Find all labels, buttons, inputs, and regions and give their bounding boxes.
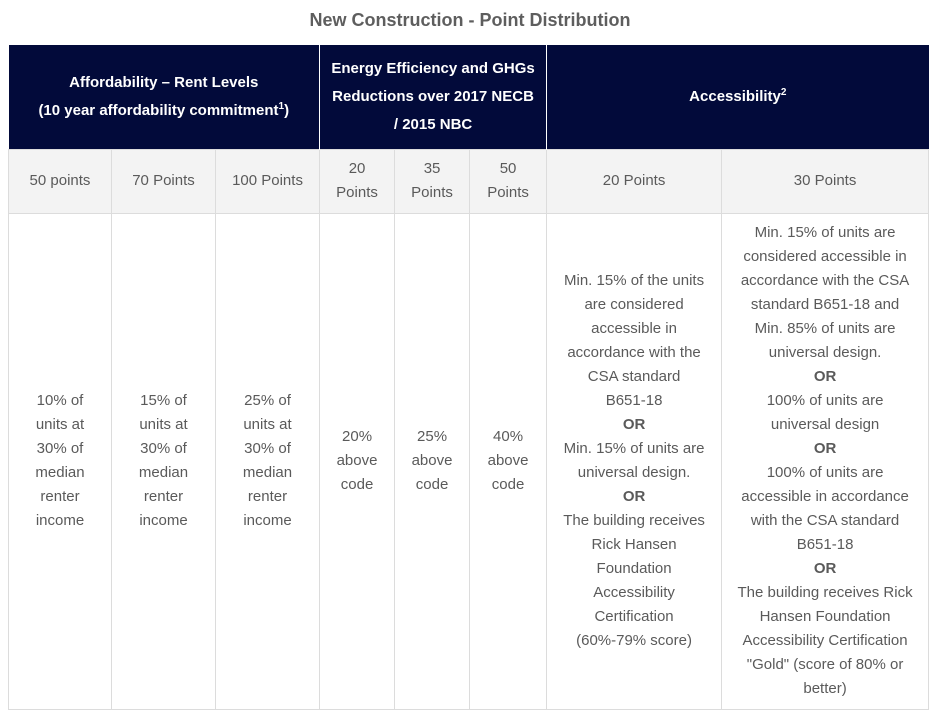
or-separator: OR xyxy=(813,560,837,577)
cell-text-line: (60%-79% score) xyxy=(576,632,692,649)
cell-text-line: accordance with the CSA xyxy=(740,272,910,289)
cell-text-line: 10% of xyxy=(36,392,84,409)
cell-text-line: Points xyxy=(336,184,378,201)
cell-text-line: 35 xyxy=(423,160,441,177)
cell-text-line: with the CSA standard xyxy=(750,512,900,529)
cell-text-line: B651-18 xyxy=(796,536,854,553)
or-separator: OR xyxy=(813,440,837,457)
cell-text-line: 30% of xyxy=(36,440,84,457)
cell-text-line: renter xyxy=(40,488,80,505)
cell-text-line: universal design xyxy=(770,416,880,433)
cell-text-line: Min. 15% of units are xyxy=(563,440,705,457)
cell-text-line: 50 points xyxy=(29,172,91,189)
criteria-cell-2 xyxy=(112,213,216,709)
cell-text-line: Accessibility xyxy=(593,584,675,601)
cell-text-line: CSA standard xyxy=(587,368,681,385)
cell-text-line: renter xyxy=(247,488,288,505)
or-separator: OR xyxy=(622,416,646,433)
affordability-header-line2 xyxy=(15,97,314,125)
cell-text-line: Foundation xyxy=(596,560,672,577)
cell-text-line: Min. 15% of units are xyxy=(754,224,896,241)
cell-text-line: units at xyxy=(139,416,188,433)
points-cell-6 xyxy=(470,149,547,213)
affordability-header-line1: Affordability – Rent Levels xyxy=(69,73,259,91)
accessibility-header xyxy=(547,45,929,149)
cell-text-line: Points xyxy=(411,184,453,201)
cell-text-line: considered accessible in xyxy=(743,248,907,265)
points-cell-2 xyxy=(112,149,216,213)
cell-text-line: code xyxy=(491,476,525,493)
cell-text-line: Rick Hansen xyxy=(591,536,677,553)
cell-text-line: 30 Points xyxy=(793,172,857,189)
page-title: New Construction - Point Distribution xyxy=(309,10,631,30)
cell-text-line: universal design. xyxy=(768,344,882,361)
cell-text-line: 100 Points xyxy=(232,172,303,189)
or-separator: OR xyxy=(813,368,837,385)
cell-text-line: Min. 15% of the units xyxy=(564,272,705,289)
cell-text-line: 20 xyxy=(348,160,366,177)
criteria-cell-3 xyxy=(216,213,320,709)
cell-text-line: B651-18 xyxy=(605,392,663,409)
cell-text-line: 20 Points xyxy=(602,172,666,189)
cell-text-line: "Gold" (score of 80% or xyxy=(746,656,904,673)
cell-text-line: 15% of xyxy=(140,392,187,409)
cell-text-line: 100% of units are xyxy=(766,464,884,481)
points-cell-8 xyxy=(722,149,929,213)
cell-text-line: above xyxy=(487,452,529,469)
cell-text-line: accordance with the xyxy=(567,344,701,361)
cell-text-line: 100% of units are xyxy=(766,392,884,409)
energy-header-line1: Energy Efficiency and GHGs xyxy=(331,59,535,77)
footnote-1: 1 xyxy=(278,100,285,112)
criteria-cell-1 xyxy=(9,213,112,709)
cell-text-line: median xyxy=(35,464,85,481)
cell-text-line: Certification xyxy=(594,608,674,625)
cell-text-line: standard B651-18 and xyxy=(750,296,900,313)
points-row xyxy=(9,149,929,213)
cell-text-line: Hansen Foundation xyxy=(759,608,891,625)
cell-text-line: 70 Points xyxy=(132,172,195,189)
cell-text-line: 20% xyxy=(342,428,373,445)
cell-text-line: The building receives Rick xyxy=(737,584,913,601)
points-cell-1 xyxy=(9,149,112,213)
points-cell-7 xyxy=(547,149,722,213)
or-separator: OR xyxy=(622,488,646,505)
points-cell-5 xyxy=(395,149,470,213)
energy-header xyxy=(320,45,547,149)
criteria-cell-4 xyxy=(320,213,395,709)
cell-text-line: accessible in accordance xyxy=(741,488,909,505)
energy-header-line3: / 2015 NBC xyxy=(393,115,473,133)
cell-text-line: units at xyxy=(243,416,292,433)
cell-text-line: median xyxy=(242,464,293,481)
criteria-row xyxy=(9,213,929,709)
point-distribution-table xyxy=(8,45,929,710)
criteria-cell-8 xyxy=(722,213,929,709)
cell-text-line: 25% of xyxy=(244,392,291,409)
cell-text-line: income xyxy=(243,512,292,529)
header-row xyxy=(9,45,929,149)
cell-text-line: income xyxy=(35,512,85,529)
cell-text-line: 25% xyxy=(417,428,448,445)
accessibility-header-label: Accessibility xyxy=(689,87,781,105)
criteria-cell-6 xyxy=(470,213,547,709)
cell-text-line: Points xyxy=(487,184,529,201)
points-cell-4 xyxy=(320,149,395,213)
cell-text-line: units at xyxy=(35,416,85,433)
affordability-header xyxy=(9,45,320,149)
criteria-cell-5 xyxy=(395,213,470,709)
cell-text-line: above xyxy=(336,452,378,469)
footnote-2: 2 xyxy=(780,86,787,98)
cell-text-line: 50 xyxy=(499,160,517,177)
affordability-header-close: ) xyxy=(284,101,290,119)
cell-text-line: universal design. xyxy=(577,464,691,481)
cell-text-line: above xyxy=(411,452,453,469)
cell-text-line: Accessibility Certification xyxy=(742,632,908,649)
cell-text-line: 30% of xyxy=(140,440,187,457)
cell-text-line: The building receives xyxy=(563,512,705,529)
cell-text-line: median xyxy=(138,464,189,481)
cell-text-line: accessible in xyxy=(591,320,677,337)
points-cell-3 xyxy=(216,149,320,213)
cell-text-line: are considered xyxy=(584,296,684,313)
cell-text-line: Min. 85% of units are xyxy=(754,320,896,337)
cell-text-line: 40% xyxy=(493,428,524,445)
criteria-cell-7 xyxy=(547,213,722,709)
cell-text-line: code xyxy=(340,476,374,493)
cell-text-line: better) xyxy=(803,680,847,697)
affordability-header-commitment: (10 year affordability commitment xyxy=(38,101,279,119)
cell-text-line: 30% of xyxy=(244,440,291,457)
cell-text-line: code xyxy=(415,476,449,493)
cell-text-line: income xyxy=(139,512,188,529)
cell-text-line: renter xyxy=(143,488,184,505)
energy-header-line2: Reductions over 2017 NECB xyxy=(332,87,534,105)
